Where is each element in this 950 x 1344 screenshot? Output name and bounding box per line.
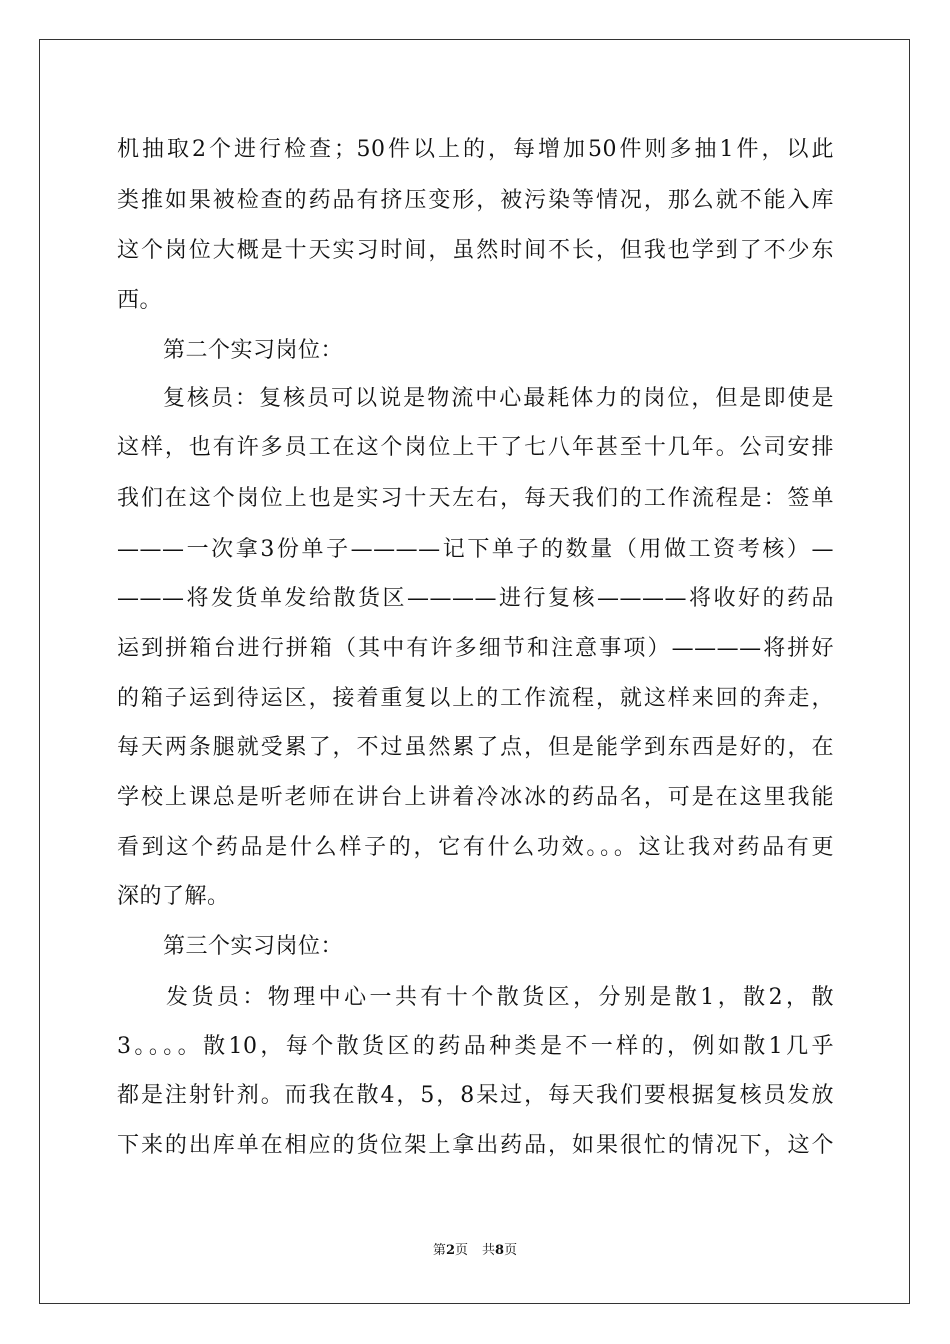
body-text-line: 这样，也有许多员工在这个岗位上干了七八年甚至十几年。公司安排	[117, 435, 834, 460]
page-prefix: 第	[432, 1243, 446, 1258]
body-text-line: 深的了解。	[117, 884, 230, 909]
total-page-number: 8	[495, 1243, 505, 1258]
body-text-line: 西。	[117, 288, 163, 313]
body-text-line: 这个岗位大概是十天实习时间，虽然时间不长，但我也学到了不少东	[117, 238, 834, 263]
body-text-line: 都是注射针剂。而我在散4，5，8呆过，每天我们要根据复核员发放	[117, 1083, 834, 1108]
total-prefix: 共	[482, 1243, 496, 1258]
body-text-line: 机抽取2个进行检查；50件以上的，每增加50件则多抽1件，以此	[117, 137, 834, 162]
body-text-line: 下来的出库单在相应的货位架上拿出药品，如果很忙的情况下，这个	[117, 1133, 834, 1158]
page-border	[39, 39, 910, 1304]
body-text-line: 学校上课总是听老师在讲台上讲着冷冰冰的药品名，可是在这里我能	[117, 785, 834, 810]
body-text-line: 的箱子运到待运区，接着重复以上的工作流程，就这样来回的奔走，	[117, 686, 834, 711]
body-text-line: ———一次拿3份单子————记下单子的数量（用做工资考核）—	[117, 537, 834, 562]
page-footer	[0, 1243, 950, 1259]
body-text-line: 每天两条腿就受累了，不过虽然累了点，但是能学到东西是好的，在	[117, 735, 834, 760]
paragraph-first-line: 复核员：复核员可以说是物流中心最耗体力的岗位，但是即使是	[163, 386, 834, 411]
section-heading: 第三个实习岗位：	[163, 934, 344, 959]
body-text-line: 3。。。。散10，每个散货区的药品种类是不一样的，例如散1几乎	[117, 1034, 834, 1059]
total-suffix: 页	[504, 1243, 518, 1258]
body-text-line: 运到拼箱台进行拼箱（其中有许多细节和注意事项）————将拼好	[117, 636, 834, 661]
section-heading: 第二个实习岗位：	[163, 338, 344, 363]
body-text-line: 我们在这个岗位上也是实习十天左右，每天我们的工作流程是：签单	[117, 486, 834, 511]
body-text-line: ———将发货单发给散货区————进行复核————将收好的药品	[117, 586, 834, 611]
body-text-line: 看到这个药品是什么样子的，它有什么功效。。。这让我对药品有更	[117, 835, 834, 860]
paragraph-first-line: 发货员：物理中心一共有十个散货区，分别是散1，散2，散	[166, 985, 834, 1010]
page-suffix: 页	[454, 1243, 468, 1258]
body-text-line: 类推如果被检查的药品有挤压变形，被污染等情况，那么就不能入库	[117, 188, 834, 213]
current-page-number: 2	[445, 1243, 455, 1258]
